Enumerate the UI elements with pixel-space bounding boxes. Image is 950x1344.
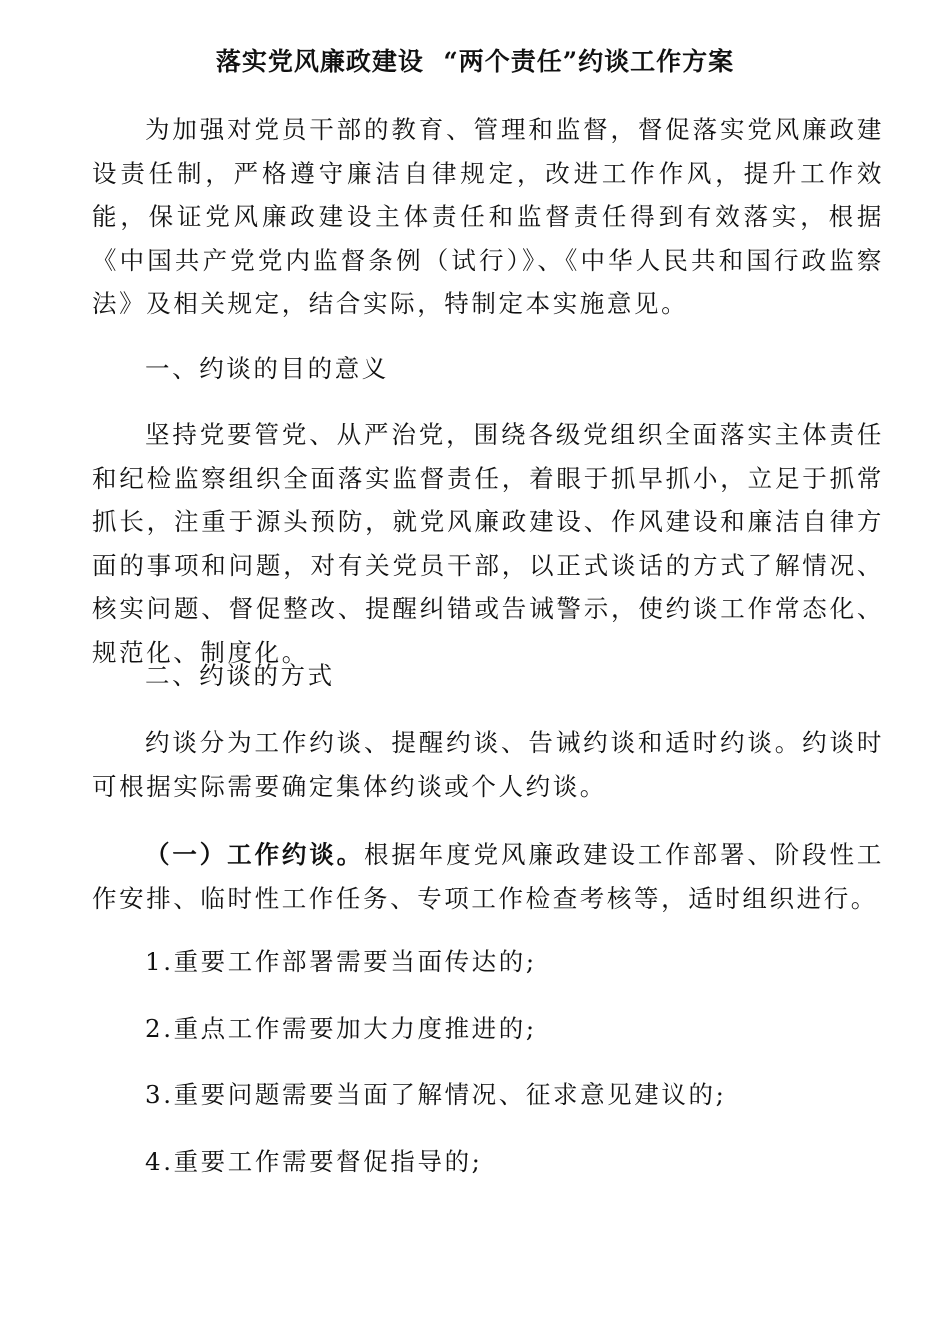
intro-paragraph: 为加强对党员干部的教育、管理和监督，督促落实党风廉政建设责任制，严格遵守廉洁自律规定，改进工作作风，提升工作效能，保证党风廉政建设主体责任和监督责任得到有效落实，根据《中国共产党党内监督条例（试行）》、《中华人民共和国行政监察法》及相关规定，结合实际，特制定本实施意见。 bbox=[92, 115, 884, 318]
list-item: 2.重点工作需要加大力度推进的; bbox=[145, 1014, 537, 1043]
subsection-body: 根据年度党风廉政建设工作部署、阶段性工作安排、临时性工作任务、专项工作检查考核等，适时组织进行。 bbox=[92, 840, 884, 913]
section-heading-purpose: 一、约谈的目的意义 bbox=[145, 354, 389, 383]
list-item: 1.重要工作部署需要当面传达的; bbox=[145, 947, 537, 976]
subsection-work-interview bbox=[92, 833, 884, 920]
section-heading-methods: 二、约谈的方式 bbox=[145, 661, 335, 690]
section-body-purpose: 坚持党要管党、从严治党，围绕各级党组织全面落实主体责任和纪检监察组织全面落实监督责任，着眼于抓早抓小，立足于抓常抓长，注重于源头预防，就党风廉政建设、作风建设和廉洁自律方面的事项和问题，对有关党员干部，以正式谈话的方式了解情况、核实问题、督促整改、提醒纠错或告诫警示，使约谈工作常态化、规范化、制度化。 bbox=[92, 420, 884, 667]
document-title: 落实党风廉政建设 “两个责任”约谈工作方案 bbox=[215, 47, 735, 76]
subsection-lead: （一）工作约谈。 bbox=[145, 840, 365, 869]
list-item: 3.重要问题需要当面了解情况、征求意见建议的; bbox=[145, 1080, 727, 1109]
list-item: 4.重要工作需要督促指导的; bbox=[145, 1147, 483, 1176]
section-body-methods: 约谈分为工作约谈、提醒约谈、告诫约谈和适时约谈。约谈时可根据实际需要确定集体约谈或个人约谈。 bbox=[92, 728, 884, 801]
